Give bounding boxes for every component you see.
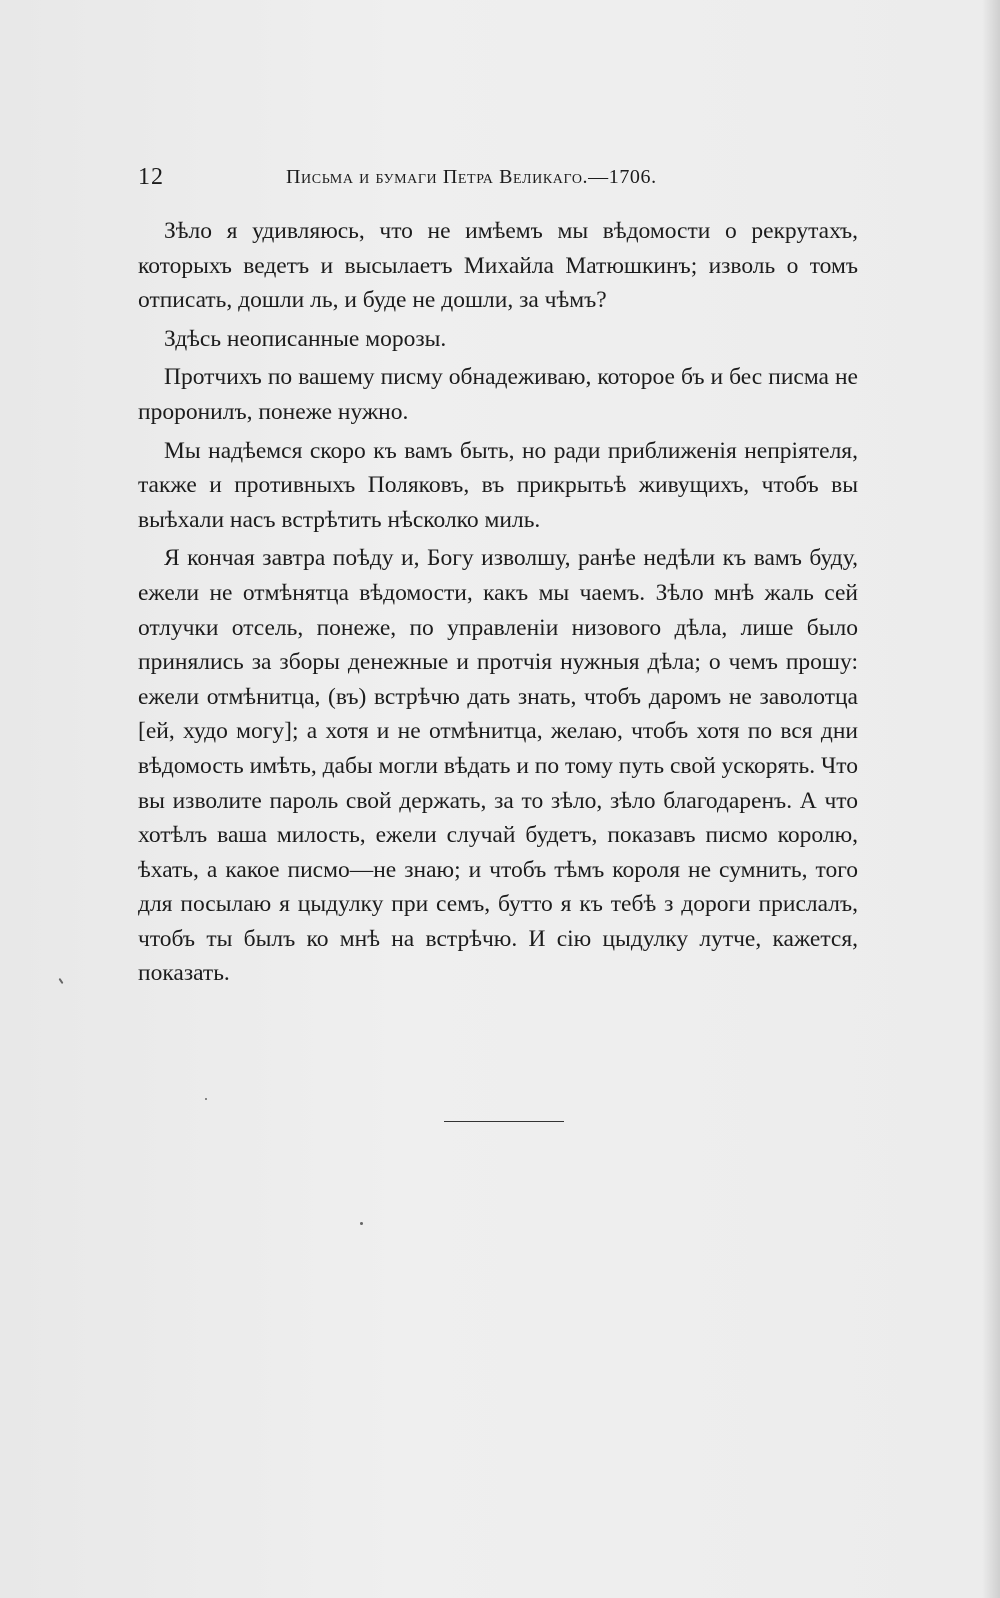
paragraph: Протчихъ по вашему писму обнадеживаю, которое бъ и бес писма не проронилъ, понеже нужно. [138, 364, 858, 425]
print-speck [58, 978, 63, 984]
letter-body [138, 214, 858, 995]
running-title: Письма и бумаги Петра Великаго.—1706. [286, 166, 657, 188]
paragraph: Мы надѣемся скоро къ вамъ быть, но ради приближенія непріятеля, также и противныхъ Поляковъ, въ прикрытьѣ живущихъ, чтобъ вы выѣхали насъ встрѣтить нѣсколко миль. [138, 437, 858, 533]
page-number: 12 [138, 164, 164, 190]
paragraph: Зѣло я удивляюсь, что не имѣемъ мы вѣдомости о рекрутахъ, которыхъ ведетъ и высылаетъ Михайла Матюшкинъ; изволь о томъ отписать, дошли ль, и буде не дошли, за чѣмъ? [138, 218, 858, 314]
page-edge-shadow [982, 0, 1000, 1598]
print-speck [360, 1222, 363, 1225]
paragraph: Здѣсь неописанные морозы. [164, 325, 447, 352]
section-separator-rule [444, 1121, 564, 1122]
print-speck [205, 1098, 207, 1100]
paragraph: Я кончая завтра поѣду и, Богу изволшу, ранѣе недѣли къ вамъ буду, ежели не отмѣнятца вѣдомости, какъ мы чаемъ. Зѣло мнѣ жаль сей отлучки отсель, понеже, по управленіи низового дѣла, лише было принялись за зборы денежные и протчія нужныя дѣла; о чемъ прошу: ежели отмѣнитца, (въ) встрѣчю дать знать, чтобъ даромъ не заволотца [ей, худо могу]; а хотя и не отмѣнитца, желаю, чтобъ хотя по вся дни вѣдомость имѣть, дабы могли вѣдать и по тому путь свой ускорять. Что вы изволите пароль свой держать, за то зѣло, зѣло благодаренъ. А что хотѣлъ ваша милость, ежели случай будетъ, показавъ писмо королю, ѣхать, а какое писмо—не знаю; и чтобъ тѣмъ короля не сумнить, того для посылаю я цыдулку при семъ, бутто я къ тебѣ з дороги прислалъ, чтобъ ты былъ ко мнѣ на встрѣчю. И сію цыдулку лутче, кажется, показать. [138, 545, 858, 987]
page-header [138, 164, 868, 198]
